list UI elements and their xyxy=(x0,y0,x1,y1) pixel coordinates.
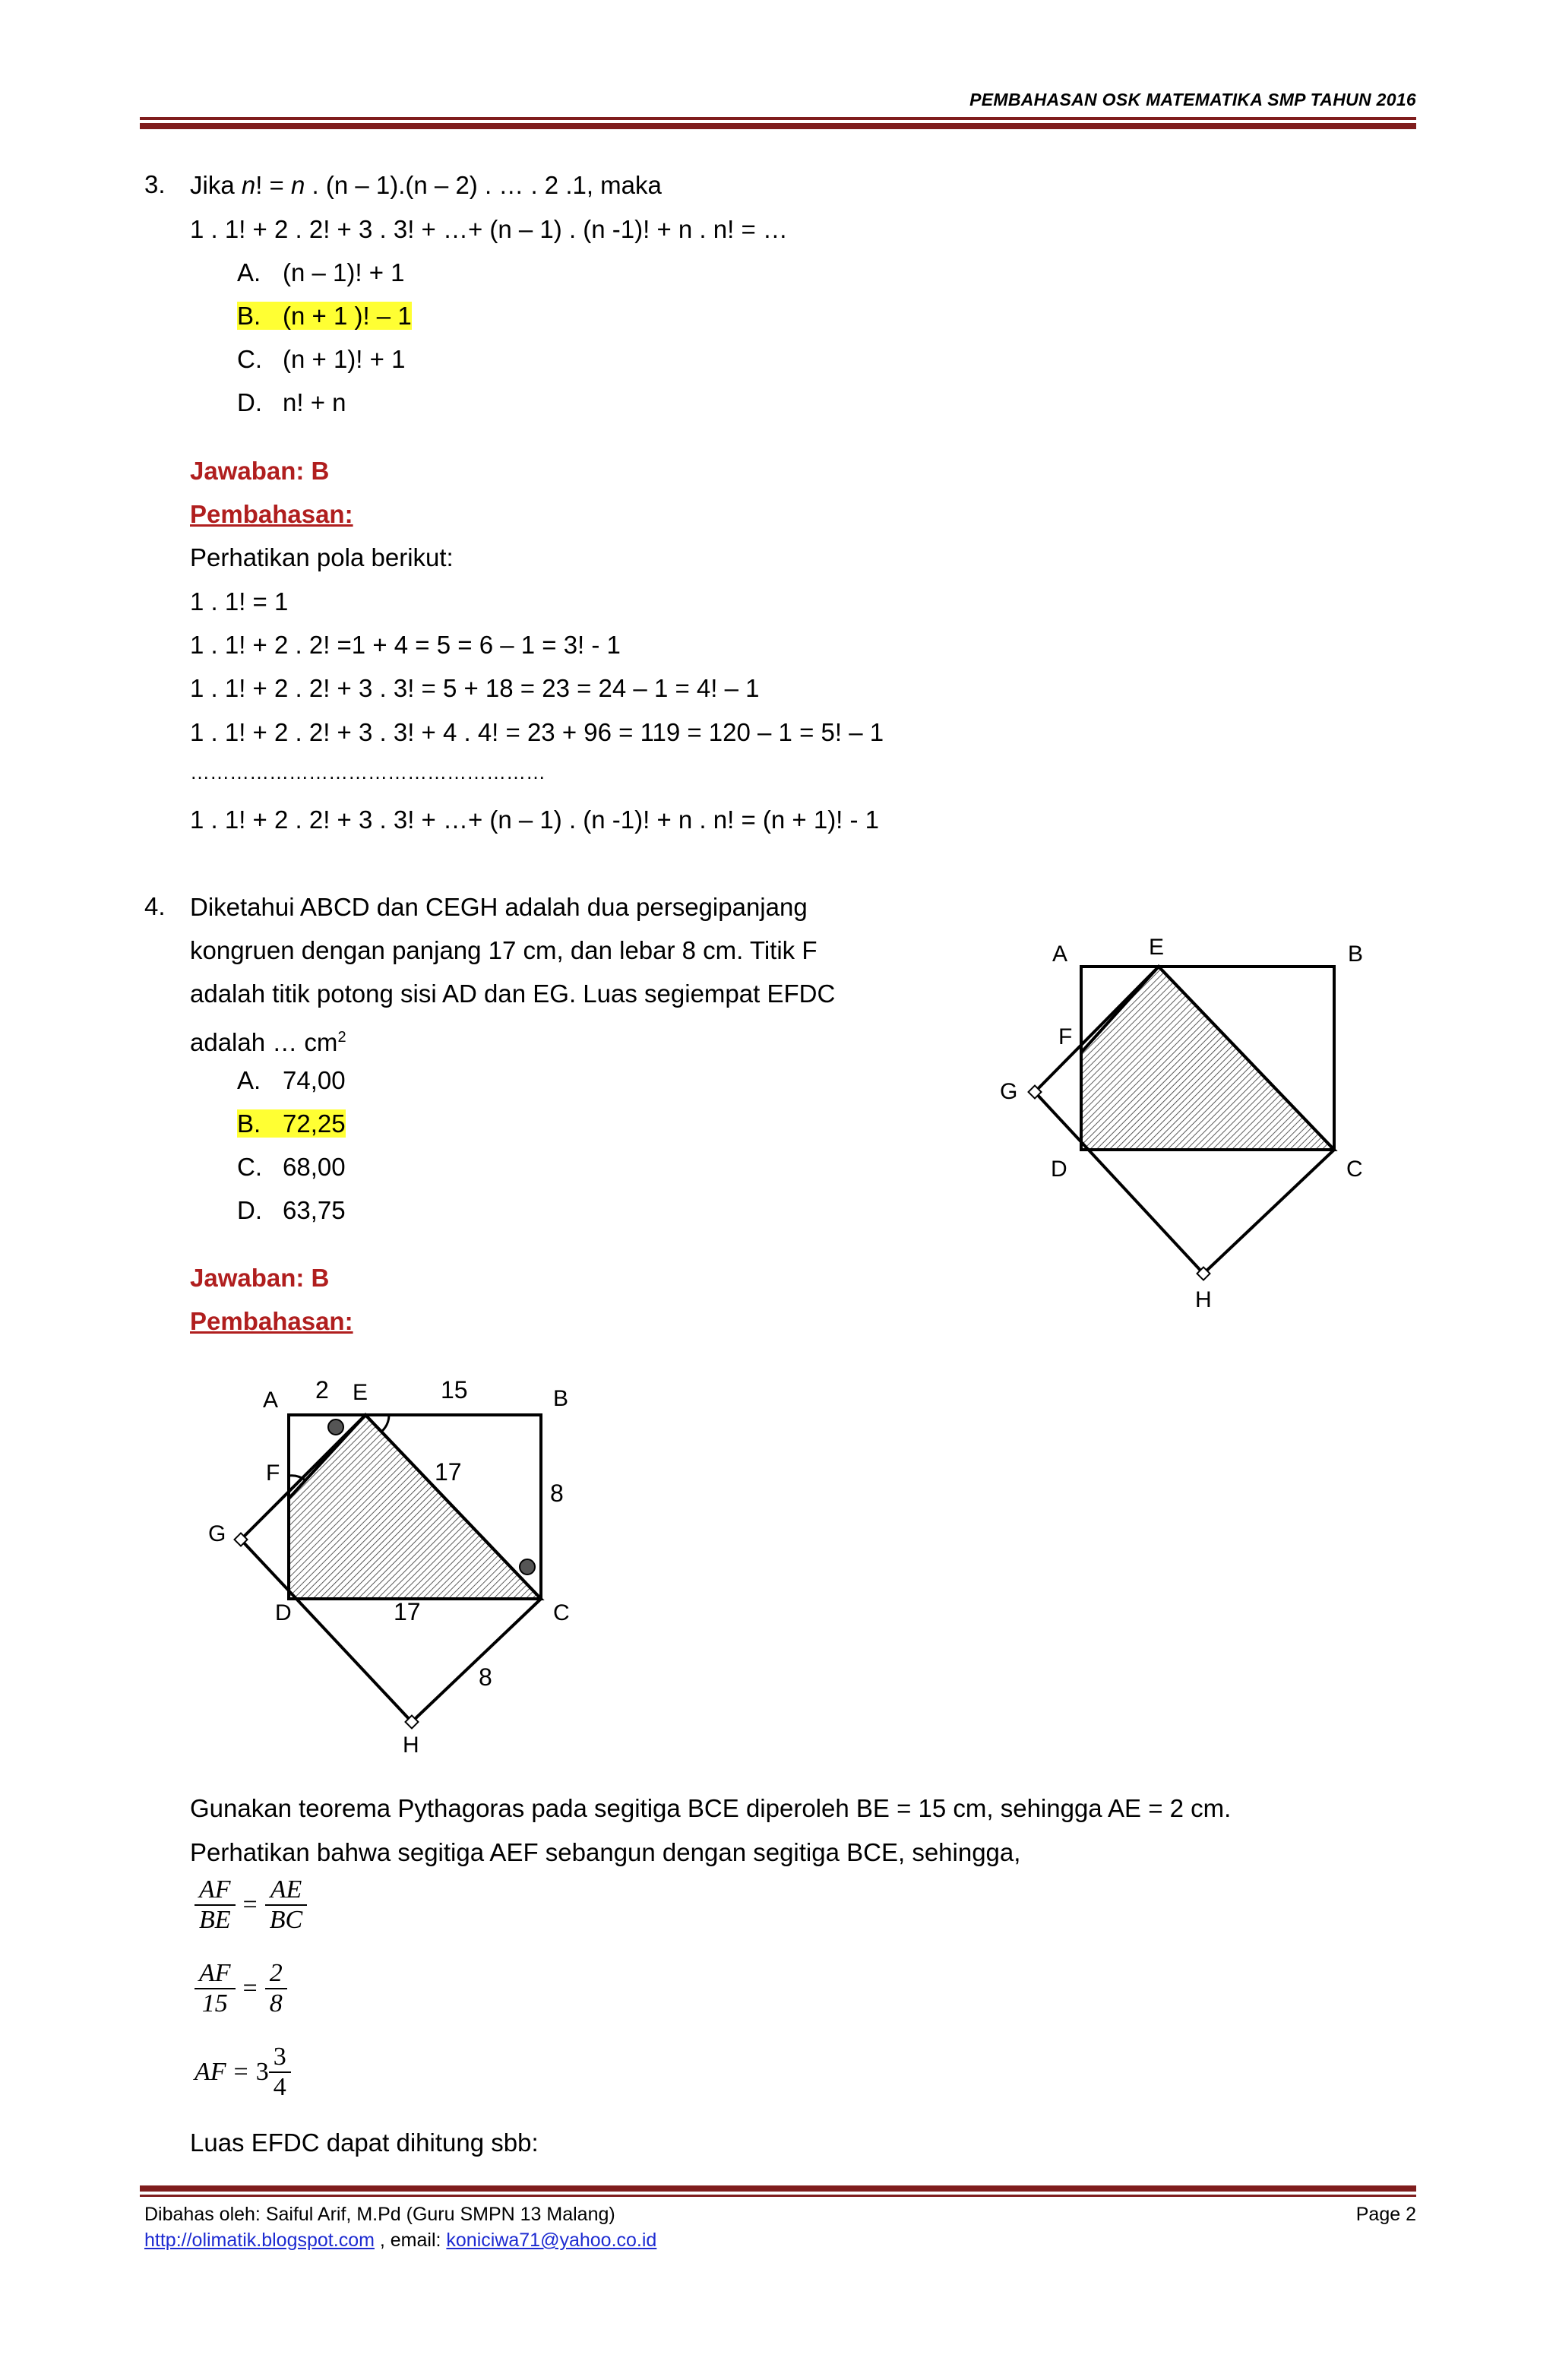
email-link[interactable]: koniciwa71@yahoo.co.id xyxy=(446,2230,657,2251)
label-h: H xyxy=(1195,1287,1212,1312)
q3-pattern-intro: Perhatikan pola berikut: xyxy=(190,543,454,571)
label-a: A xyxy=(1052,942,1068,967)
label-f: F xyxy=(1058,1024,1073,1049)
footer-contact: http://olimatik.blogspot.com , email: koniciwa71@yahoo.co.id xyxy=(144,2230,657,2251)
q3-discussion-label: Pembahasan: xyxy=(190,500,353,528)
label-h: H xyxy=(403,1733,419,1758)
q3-prompt: Jika n! = n . (n – 1).(n – 2) . … . 2 .1, maka xyxy=(190,171,662,199)
label-b: B xyxy=(1348,942,1364,967)
label-eb-length: 15 xyxy=(441,1376,468,1404)
q4-solution-diagram xyxy=(190,1360,615,1771)
q3-answer: Jawaban: B xyxy=(190,457,330,485)
q4-text-line: adalah titik potong sisi AD dan EG. Luas segiempat EFDC xyxy=(190,980,836,1008)
label-ch-length: 8 xyxy=(479,1663,492,1691)
q4-answer: Jawaban: B xyxy=(190,1264,330,1292)
label-g: G xyxy=(208,1521,226,1546)
q4-text-similar: Perhatikan bahwa segitiga AEF sebangun dengan segitiga BCE, sehingga, xyxy=(190,1838,1021,1866)
label-f: F xyxy=(266,1461,280,1486)
q4-option-c: C. 68,00 xyxy=(237,1153,346,1181)
q3-pattern-line: 1 . 1! + 2 . 2! + 3 . 3! + 4 . 4! = 23 + 96 = 119 = 120 – 1 = 5! – 1 xyxy=(190,718,884,746)
blog-link[interactable]: http://olimatik.blogspot.com xyxy=(144,2230,375,2251)
q4-text-line: kongruen dengan panjang 17 cm, dan lebar 8 cm. Titik F xyxy=(190,936,818,964)
q3-pattern-line: 1 . 1! = 1 xyxy=(190,587,289,616)
q3-pattern-line: 1 . 1! + 2 . 2! + 3 . 3! = 5 + 18 = 23 = 24 – 1 = 4! – 1 xyxy=(190,674,760,702)
footer-author: Dibahas oleh: Saiful Arif, M.Pd (Guru SMPN 13 Malang) xyxy=(144,2204,615,2225)
angle-mark-e xyxy=(381,1415,389,1432)
header-rule xyxy=(140,117,1416,120)
q4-option-d: D. 63,75 xyxy=(237,1196,346,1224)
shaded-region-efdc xyxy=(1081,967,1334,1150)
q4-figure-diagram xyxy=(972,912,1398,1322)
label-c: C xyxy=(553,1600,570,1625)
label-d: D xyxy=(1051,1157,1067,1182)
page-number: Page 2 xyxy=(1355,2204,1416,2225)
q3-option-a: A. (n – 1)! + 1 xyxy=(237,258,405,286)
label-g: G xyxy=(1000,1079,1018,1104)
label-ec-length: 17 xyxy=(435,1458,462,1486)
q3-number: 3. xyxy=(144,170,166,198)
q4-text-area: Luas EFDC dapat dihitung sbb: xyxy=(190,2128,539,2157)
label-dc-length: 17 xyxy=(394,1598,421,1625)
fraction-eq-1: $\frac{AF}{BE}$ = $\frac{AE}{BC}$ xyxy=(194,1875,307,1935)
angle-dot-a xyxy=(328,1419,343,1435)
q3-option-c: C. (n + 1)! + 1 xyxy=(237,345,406,373)
q4-discussion-label: Pembahasan: xyxy=(190,1307,353,1335)
header-title: PEMBAHASAN OSK MATEMATIKA SMP TAHUN 2016 xyxy=(969,90,1416,109)
angle-dot-c xyxy=(520,1559,535,1575)
q3-pattern-line: 1 . 1! + 2 . 2! + 3 . 3! + …+ (n – 1) . (n -1)! + n . n! = (n + 1)! - 1 xyxy=(190,805,880,834)
label-a: A xyxy=(263,1388,279,1413)
label-bc-length: 8 xyxy=(550,1480,564,1507)
q4-option-b: B. 72,25 xyxy=(237,1109,346,1138)
fraction-eq-2: $\frac{AF}{15}$ = $\frac{2}{8}$ xyxy=(194,1959,287,2018)
label-d: D xyxy=(275,1600,292,1625)
shaded-region-efdc xyxy=(289,1415,541,1599)
label-c: C xyxy=(1346,1157,1363,1182)
label-b: B xyxy=(553,1386,569,1411)
label-ae-length: 2 xyxy=(315,1376,329,1404)
q4-text-line: Diketahui ABCD dan CEGH adalah dua persegipanjang xyxy=(190,893,808,921)
fraction-eq-3: AF = 3 $\frac{3}{4}$ xyxy=(194,2043,291,2102)
footer-rule-thick xyxy=(140,2185,1416,2192)
label-e: E xyxy=(1149,935,1165,960)
q3-pattern-line: 1 . 1! + 2 . 2! =1 + 4 = 5 = 6 – 1 = 3! - 1 xyxy=(190,631,621,659)
q3-sum-line: 1 . 1! + 2 . 2! + 3 . 3! + …+ (n – 1) . (n -1)! + n . n! = … xyxy=(190,215,788,243)
q4-option-a: A. 74,00 xyxy=(237,1066,346,1094)
header-rule-thick xyxy=(140,123,1416,129)
q3-pattern-dots: ……………………………………………… xyxy=(190,761,546,783)
q4-number: 4. xyxy=(144,892,166,920)
q3-option-d: D. n! + n xyxy=(237,388,346,416)
footer-rule xyxy=(140,2195,1416,2197)
q3-option-b: B. (n + 1 )! – 1 xyxy=(237,302,412,330)
q4-text-pythagoras: Gunakan teorema Pythagoras pada segitiga BCE diperoleh BE = 15 cm, sehingga AE = 2 cm. xyxy=(190,1794,1232,1822)
q4-text-line: adalah … $cm^2$ xyxy=(190,1028,346,1056)
label-e: E xyxy=(353,1380,368,1405)
